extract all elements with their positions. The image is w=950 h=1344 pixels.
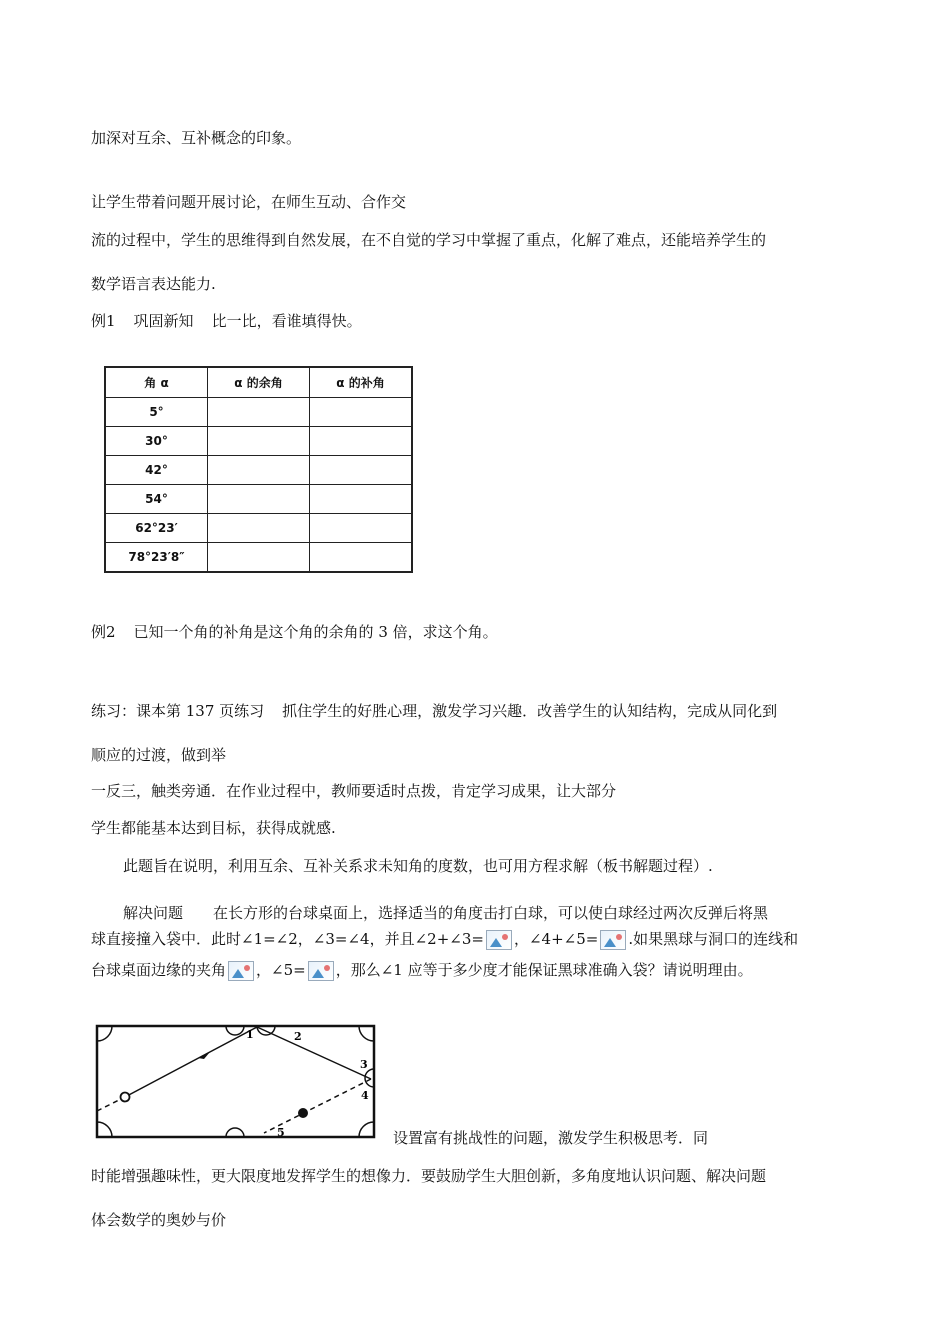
closing-line-2: 体会数学的奥妙与价 xyxy=(91,1211,227,1229)
angle-label-4: 4 xyxy=(361,1089,369,1102)
broken-image-icon xyxy=(228,961,254,981)
table-cell xyxy=(310,514,413,543)
angle-label-2: 2 xyxy=(294,1030,302,1043)
table-header: α 的补角 xyxy=(310,367,413,398)
white-ball xyxy=(121,1093,130,1102)
table-row xyxy=(105,456,412,485)
table-row xyxy=(105,427,412,456)
example-1-title: 巩固新知 xyxy=(133,312,194,330)
table-cell: 78°23′8″ xyxy=(105,543,208,573)
pocket-top-middle xyxy=(226,1026,244,1035)
table-cell: 30° xyxy=(105,427,208,456)
example-1-heading xyxy=(91,311,362,331)
table-cell xyxy=(310,543,413,573)
table-header: 角 α xyxy=(105,367,208,398)
paragraph-impression: 加深对互余、互补概念的印象。 xyxy=(91,129,302,147)
white-ball-path-1 xyxy=(125,1027,257,1097)
problem-label: 解决问题 xyxy=(123,904,184,922)
table-cell xyxy=(208,514,310,543)
example-2-label: 例2 xyxy=(91,623,116,641)
pocket-top-left xyxy=(97,1026,112,1041)
angle-label-3: 3 xyxy=(360,1058,368,1071)
example-1-label: 例1 xyxy=(91,312,116,330)
table-row xyxy=(105,398,412,427)
problem-text-2b: ，∠4+∠5= xyxy=(513,930,599,948)
angle-label-5: 5 xyxy=(277,1126,285,1139)
pocket-top-right xyxy=(359,1026,374,1041)
pocket-bottom-middle xyxy=(226,1128,244,1137)
direction-arrow-icon xyxy=(198,1052,210,1059)
problem-line-1 xyxy=(123,903,768,923)
table-cell xyxy=(310,427,413,456)
angle-label-1: 1 xyxy=(246,1028,254,1041)
table-cell: 62°23′ xyxy=(105,514,208,543)
table-cell xyxy=(208,543,310,573)
problem-text-1: 在长方形的台球桌面上，选择适当的角度击打白球，可以使白球经过两次反弹后将黑 xyxy=(213,904,769,922)
broken-image-icon xyxy=(308,961,334,981)
problem-text-3b: ，∠5= xyxy=(256,961,306,979)
paragraph-discussion-3: 数学语言表达能力. xyxy=(91,275,216,293)
table-header-row xyxy=(105,367,412,398)
example-2-text: 已知一个角的补角是这个角的余角的 3 倍，求这个角。 xyxy=(133,623,498,641)
table-row xyxy=(105,485,412,514)
problem-text-3c: ，那么∠1 应等于多少度才能保证黑球准确入袋？请说明理由。 xyxy=(335,961,753,979)
white-ball-path-2 xyxy=(257,1027,371,1079)
broken-image-icon xyxy=(600,930,626,950)
practice-label: 练习：课本第 137 页练习 xyxy=(91,702,265,720)
practice-line-1 xyxy=(91,701,777,721)
practice-text: 抓住学生的好胜心理，激发学习兴趣．改善学生的认知结构，完成从同化到 xyxy=(282,702,778,720)
problem-text-3a: 台球桌面边缘的夹角 xyxy=(91,961,227,979)
closing-line-1: 时能增强趣味性，更大限度地发挥学生的想像力．要鼓励学生大胆创新，多角度地认识问题、解决问题 xyxy=(91,1167,767,1185)
table-cell xyxy=(208,485,310,514)
table-border xyxy=(97,1026,374,1137)
equation-note: 此题旨在说明，利用互余、互补关系求未知角的度数，也可用方程求解（板书解题过程）. xyxy=(123,857,713,875)
billiard-table-figure xyxy=(94,1023,378,1141)
pocket-bottom-left xyxy=(97,1122,112,1137)
table-cell xyxy=(310,485,413,514)
table-row xyxy=(105,514,412,543)
practice-line-2: 顺应的过渡，做到举 xyxy=(91,746,227,764)
paragraph-discussion-1: 让学生带着问题开展讨论，在师生互动、合作交 xyxy=(91,193,407,211)
pocket-bottom-right xyxy=(359,1122,374,1137)
problem-text-2a: 球直接撞入袋中．此时∠1=∠2，∠3=∠4，并且∠2+∠3= xyxy=(91,930,484,948)
problem-text-2c: .如果黑球与洞口的连线和 xyxy=(628,930,799,948)
table-cell xyxy=(208,427,310,456)
broken-image-icon xyxy=(486,930,512,950)
paragraph-discussion-2: 流的过程中，学生的思维得到自然发展，在不自觉的学习中掌握了重点，化解了难点，还能培养学生的 xyxy=(91,231,767,249)
table-cell: 54° xyxy=(105,485,208,514)
table-cell xyxy=(208,398,310,427)
figure-caption-text: 设置富有挑战性的问题，激发学生积极思考．同 xyxy=(393,1129,709,1147)
table-cell xyxy=(310,398,413,427)
practice-line-4: 学生都能基本达到目标，获得成就感. xyxy=(91,819,336,837)
table-row xyxy=(105,543,412,573)
practice-line-3: 一反三，触类旁通．在作业过程中，教师要适时点拨，肯定学习成果，让大部分 xyxy=(91,782,617,800)
example-2 xyxy=(91,622,498,642)
black-ball-path xyxy=(264,1079,371,1133)
example-1-text: 比一比，看谁填得快。 xyxy=(211,312,362,330)
black-ball xyxy=(298,1108,308,1118)
angle-table xyxy=(104,366,413,573)
problem-line-3 xyxy=(91,960,753,981)
table-cell xyxy=(310,456,413,485)
table-cell xyxy=(208,456,310,485)
problem-line-2 xyxy=(91,929,798,950)
table-cell: 42° xyxy=(105,456,208,485)
table-header: α 的余角 xyxy=(208,367,310,398)
table-cell: 5° xyxy=(105,398,208,427)
